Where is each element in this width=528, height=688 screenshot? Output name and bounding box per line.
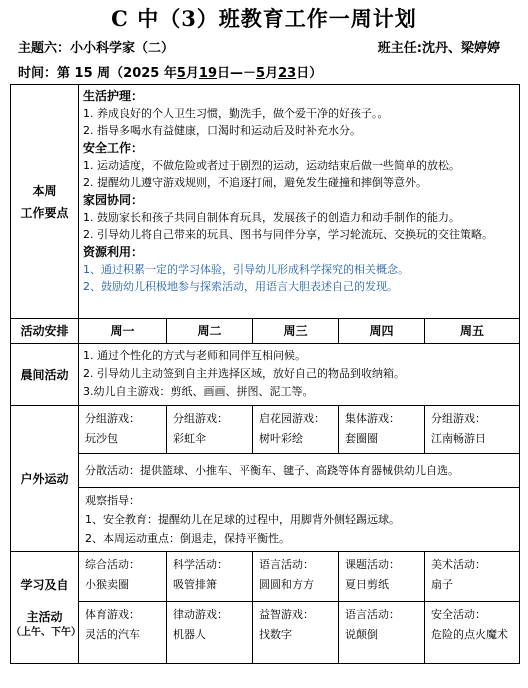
- outdoor-guide: 观察指导： 1、安全教育：提醒幼儿在足球的过程中，用脚背外侧轻踢远球。 2、本周运动重点：倒退走，保持平衡性。: [79, 488, 520, 552]
- study-fri-pm: 安全活动： 危险的点火魔术: [425, 602, 520, 664]
- focus-section-line: 1. 鼓励家长和孩子共同自制体育玩具，发展孩子的创造力和动手制作的能力。: [83, 211, 460, 224]
- outdoor-scatter: 分散活动：提供篮球、小推车、平衡车、毽子、高跷等体育器械供幼儿自选。: [79, 454, 520, 488]
- outdoor-group-fri: 分组游戏： 江南畅游日: [425, 406, 520, 454]
- study-tue-am: 科学活动： 吸管排箫: [167, 552, 253, 602]
- day-wed: 周三: [253, 319, 339, 344]
- focus-section-line: 2、鼓励幼儿积极地参与探索活动，用语言大胆表述自己的发现。: [83, 280, 398, 293]
- morning-line: 3.幼儿自主游戏：剪纸、画画、拼图、泥工等。: [83, 385, 314, 398]
- weekly-plan-table: [10, 84, 520, 664]
- day-tue: 周二: [167, 319, 253, 344]
- focus-section-line: 2. 提醒幼儿遵守游戏规则，不追逐打闹，避免发生碰撞和摔倒等意外。: [83, 176, 427, 189]
- study-mon-pm: 体育游戏： 灵活的汽车: [79, 602, 167, 664]
- day-fri: 周五: [425, 319, 520, 344]
- morning-line: 2. 引导幼儿主动签到自主并选择区域，放好自己的物品到收纳箱。: [83, 367, 405, 380]
- focus-section-line: 1. 养成良好的个人卫生习惯，勤洗手，做个爱干净的好孩子。。: [83, 107, 389, 120]
- study-fri-am: 美术活动： 扇子: [425, 552, 520, 602]
- morning-label: 晨间活动: [11, 344, 79, 406]
- morning-line: 1. 通过个性化的方式与老师和同伴互相问候。: [83, 349, 306, 362]
- schedule-label: 活动安排: [11, 319, 79, 344]
- study-tue-pm: 律动游戏： 机器人: [167, 602, 253, 664]
- focus-section-heading: 生活护理：: [83, 89, 144, 103]
- focus-section-line: 2. 指导多喝水有益健康，口渴时和运动后及时补充水分。: [83, 124, 361, 137]
- study-wed-pm: 益智游戏： 找数字: [253, 602, 339, 664]
- focus-section-heading: 资源利用：: [83, 245, 144, 259]
- outdoor-label: 户外运动: [11, 406, 79, 552]
- study-thu-pm: 语言活动： 说颠倒: [339, 602, 425, 664]
- morning-content: [79, 344, 520, 406]
- outdoor-group-wed: 启花园游戏： 树叶彩绘: [253, 406, 339, 454]
- study-label: 学习及自 主活动 （上午、下午）: [11, 552, 79, 664]
- focus-section-line: 1、通过积累一定的学习体验，引导幼儿形成科学探究的相关概念。: [83, 263, 409, 276]
- focus-section-heading: 家园协同：: [83, 193, 144, 207]
- outdoor-group-tue: 分组游戏： 彩虹伞: [167, 406, 253, 454]
- focus-section-line: 2. 引导幼儿将自己带来的玩具、图书与同伴分享，学习轮流玩、交换玩的交往策略。: [83, 228, 493, 241]
- day-mon: 周一: [79, 319, 167, 344]
- study-thu-am: 课题活动： 夏日剪纸: [339, 552, 425, 602]
- theme-label: 主题六：小小科学家（二）: [18, 41, 175, 56]
- date-range: 时间：第 15 周（2025 年5月19日—－5月23日）: [18, 66, 323, 81]
- focus-content: [79, 85, 520, 319]
- study-mon-am: 综合活动： 小猴卖圈: [79, 552, 167, 602]
- teacher-label: 班主任:沈丹、梁婷婷: [377, 41, 500, 56]
- study-wed-am: 语言活动： 圆圆和方方: [253, 552, 339, 602]
- outdoor-group-mon: 分组游戏： 玩沙包: [79, 406, 167, 454]
- outdoor-group-thu: 集体游戏： 套圈圈: [339, 406, 425, 454]
- focus-section-heading: 安全工作：: [83, 141, 144, 155]
- page-title: C 中（3）班教育工作一周计划: [111, 6, 417, 31]
- focus-label: 本周 工作要点: [11, 85, 79, 319]
- day-thu: 周四: [339, 319, 425, 344]
- focus-section-line: 1. 运动适度，不做危险或者过于剧烈的运动，运动结束后做一些简单的放松。: [83, 159, 460, 172]
